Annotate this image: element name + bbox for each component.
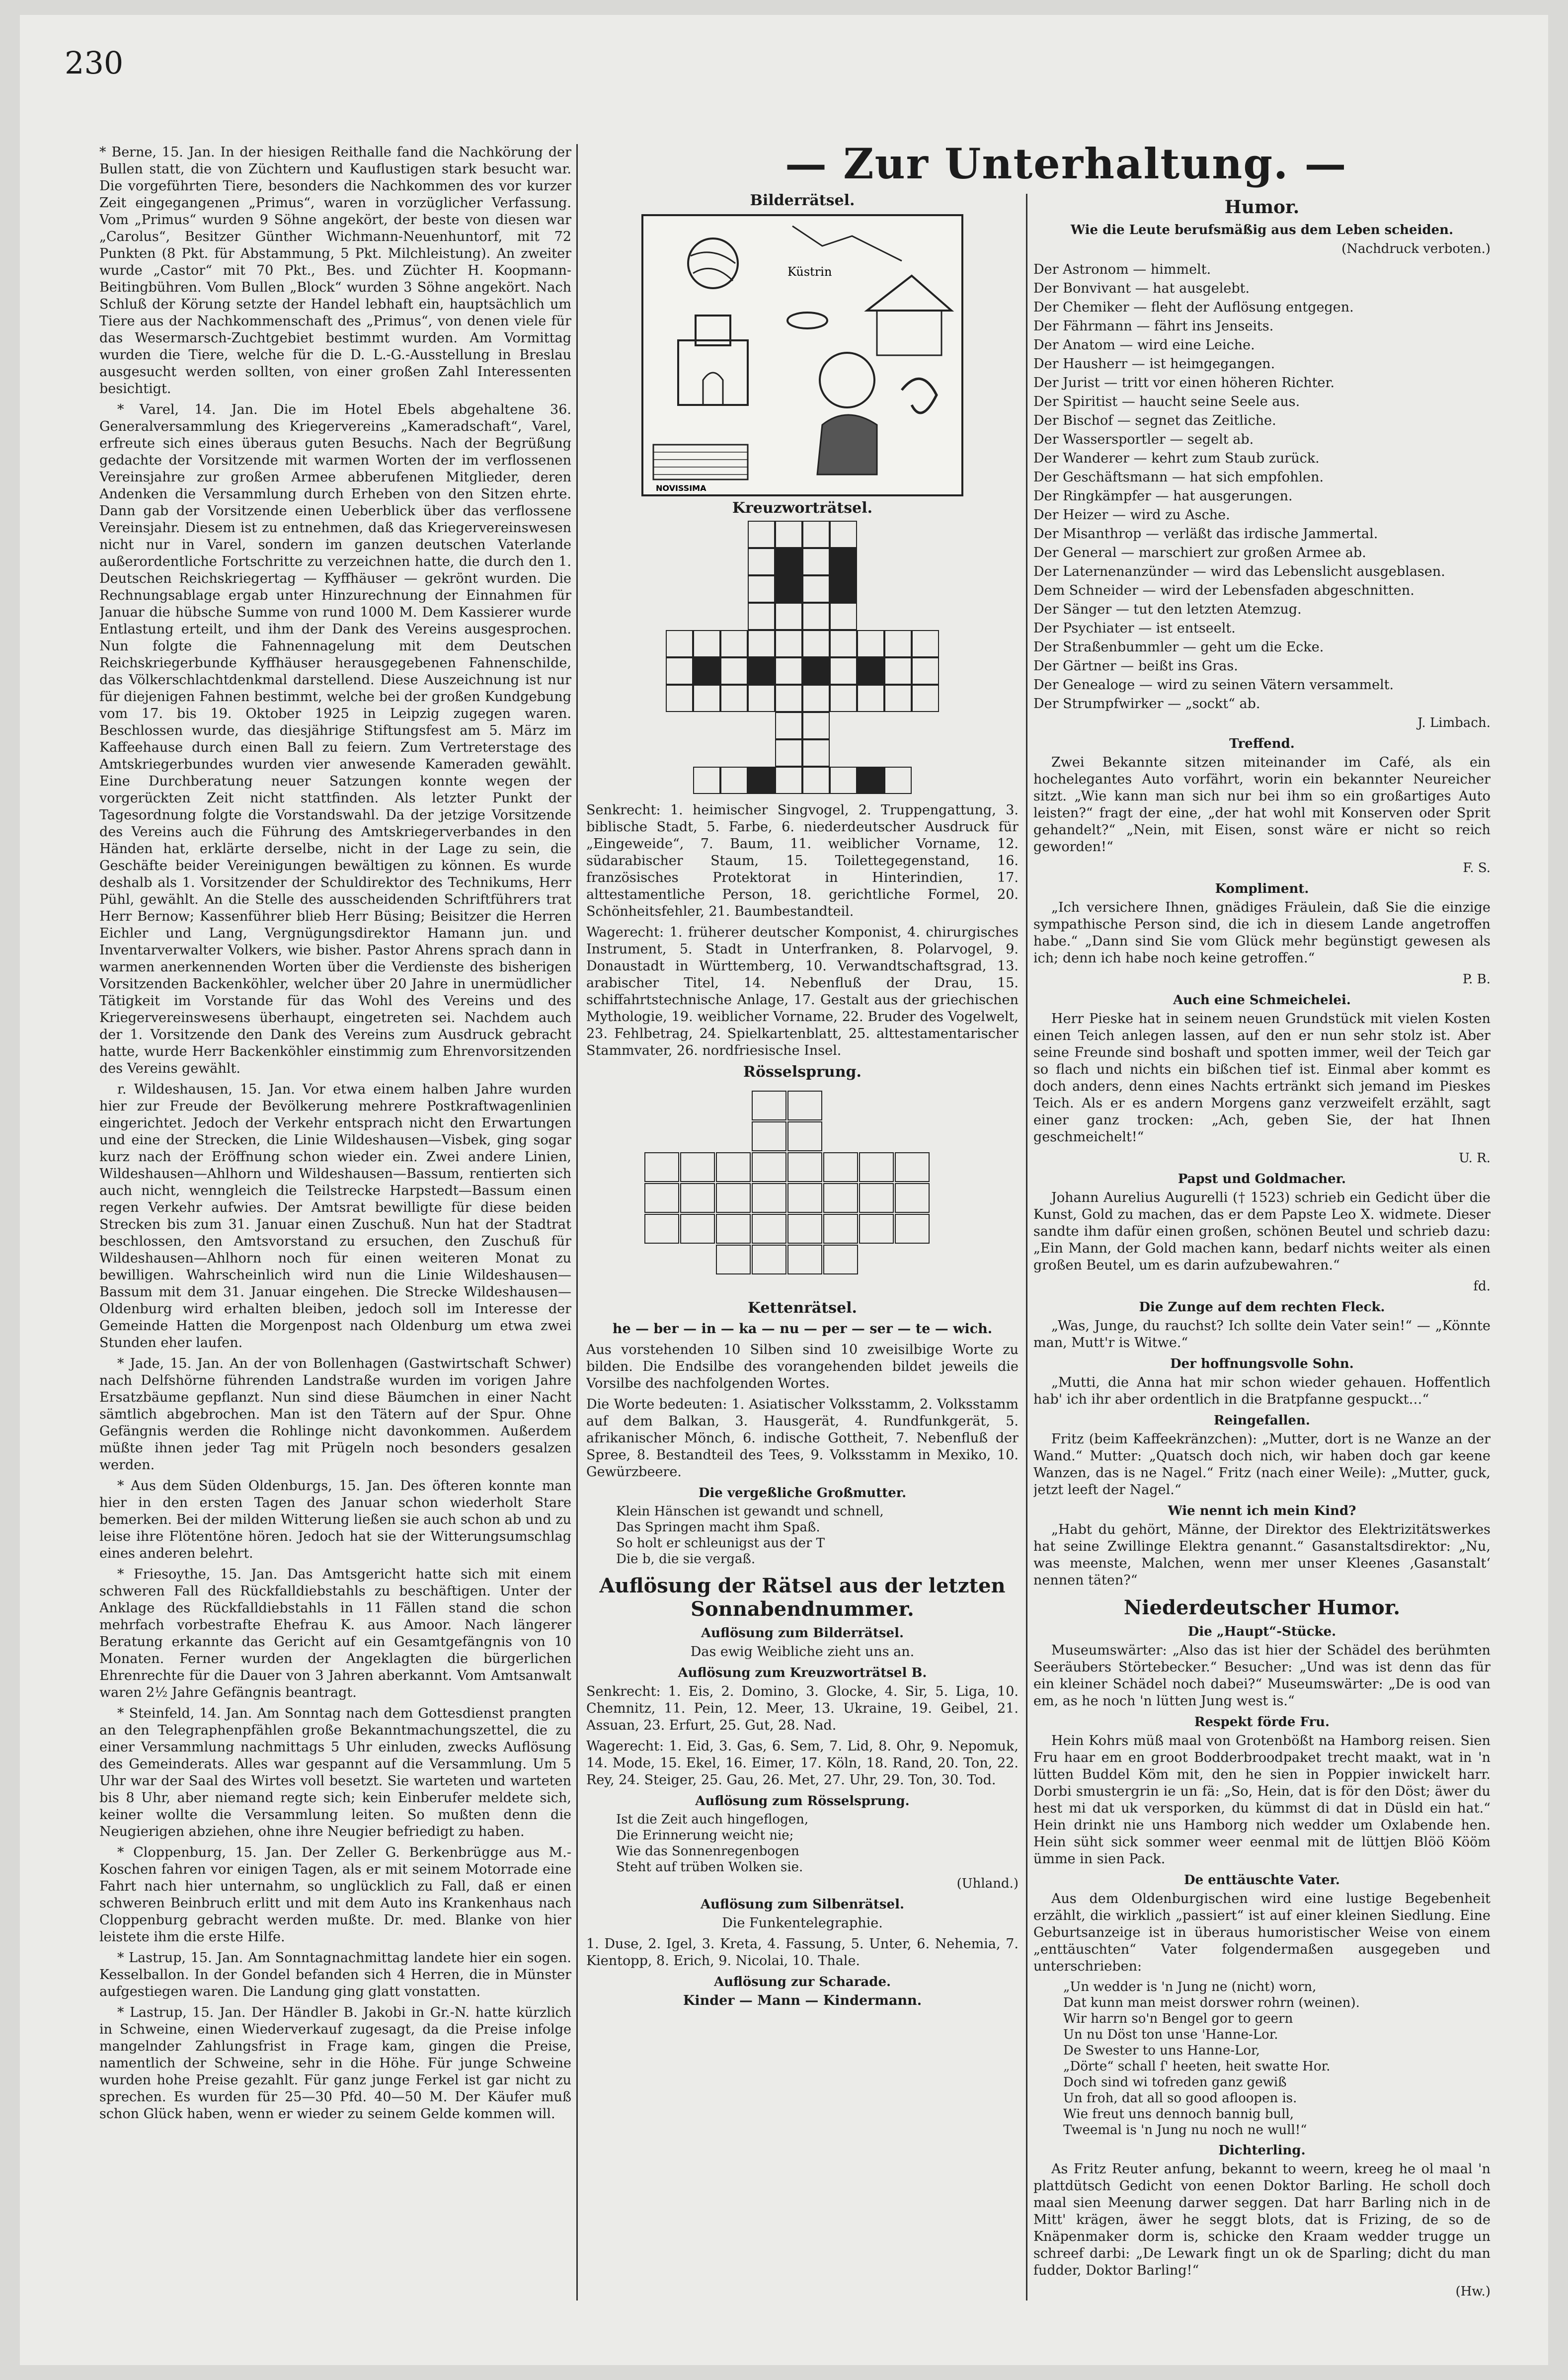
joke-papst: Johann Aurelius Augurelli († 1523) schrieb ein Gedicht über die Kunst, Gold zu machen, das er dem Papste Leo X. widmete. Dieser sandte ihm dafür einen großen, schönen Beutel und schrieb dazu: „Ein Mann, der Gold machen kann, bedarf nichts weiter als einen großen Beutel, um es darin aufzubewahren.“ <box>1033 1190 1490 1273</box>
knight-move-cell <box>716 1214 751 1244</box>
knight-move-cell <box>752 1152 786 1182</box>
solution-crossword-down: Senkrecht: 1. Eis, 2. Domino, 3. Glocke, 4. Sir, 5. Liga, 10. Chemnitz, 11. Pein, 12. Meer, 13. Ukraine, 19. Geibel, 21. Assuan, 23. Erfurt, 25. Gut, 28. Nad. <box>586 1684 1019 1733</box>
humor-author: J. Limbach. <box>1417 715 1490 730</box>
knight-move-cell <box>752 1214 786 1244</box>
humor-line: Der Psychiater — ist entseelt. <box>1033 621 1236 636</box>
chain-puzzle-meanings: Die Worte bedeuten: 1. Asiatischer Volksstamm, 2. Volksstamm auf dem Balkan, 3. Hausgerät, 4. Rundfunkgerät, 5. afrikanischer Mönch, 6. indische Gottheit, 7. Nebenfluß der Spree, 8. Bestandteil des Tees, 9. Volksstamm in Mexiko, 10. Gewürzbeere. <box>586 1397 1019 1480</box>
knight-move-cell <box>895 1183 930 1213</box>
crossword-cell <box>775 685 802 712</box>
crossword-cell <box>802 575 830 603</box>
crossword-black-cell <box>857 767 884 794</box>
solution-crossword-across: Wagerecht: 1. Eid, 3. Gas, 6. Sem, 7. Lid, 8. Ohr, 9. Nepomuk, 14. Mode, 15. Ekel, 16. Eimer, 17. Köln, 18. Rand, 20. Ton, 22. Rey, 24. Steiger, 25. Gau, 26. Met, 27. Uhr, 29. Ton, 30. Tod. <box>586 1739 1019 1788</box>
article-jade: * Jade, 15. Jan. An der von Bollenhagen (Gastwirtschaft Schwer) nach Delfshörne führenden Landstraße wurden im vorigen Jahre Ersatzbäume gepflanzt. Nun sind diese Bäumchen in einer Nacht sämtlich abgebrochen. Man ist den Tätern auf der Spur. Ohne Gefängnis werden die Rohlinge nicht davonkommen. Außerdem müßte ihnen jeder Tag mit Prügeln noch besonders gesalzen werden. <box>99 1356 571 1473</box>
crossword-cell <box>830 657 857 685</box>
crossword-cell <box>748 603 775 630</box>
joke-title-sohn: Der hoffnungsvolle Sohn. <box>1170 1356 1354 1371</box>
nd-poem-line: Tweemal is 'n Jung nu noch ne wull!“ <box>1063 2123 1307 2138</box>
nd-vater-poem <box>1033 1979 1490 2138</box>
solution-syllable-subtitle: Die Funkentelegraphie. <box>722 1915 883 1931</box>
nd-title-respekt: Respekt förde Fru. <box>1194 1715 1330 1730</box>
solution-picture-title: Auflösung zum Bilderrätsel. <box>701 1626 904 1641</box>
section-header: — Zur Unterhaltung. — <box>785 139 1347 188</box>
nd-poem-line: Wie freut uns dennoch bannig bull, <box>1063 2107 1294 2122</box>
crossword-cell <box>748 575 775 603</box>
humor-line: Der Wanderer — kehrt zum Staub zurück. <box>1033 451 1320 466</box>
knight-move-cell <box>644 1152 679 1182</box>
humor-line: Der Heizer — wird zu Asche. <box>1033 507 1230 523</box>
solution-syllable-title: Auflösung zum Silbenrätsel. <box>700 1897 905 1912</box>
left-column <box>99 144 571 2301</box>
crossword-black-cell <box>802 657 830 685</box>
crossword-cell <box>748 548 775 575</box>
solution-charade-text: Kinder — Mann — Kindermann. <box>683 1993 922 2008</box>
crossword-title: Kreuzworträtsel. <box>732 499 873 517</box>
nd-haupt: Museumswärter: „Also das ist hier der Schädel des berühmten Seeräubers Störtebecker.“ Besucher: „Und was ist denn das für ein kleiner Schädel noch dabei?“ Museumswärter: „De is ood van em, as he noch 'n lütten Jung west is.“ <box>1033 1643 1490 1709</box>
nd-poem-line: Doch sind wi tofreden ganz gewiß <box>1063 2075 1287 2090</box>
humor-line: Der Genealoge — wird zu seinen Vätern versammelt. <box>1033 677 1394 693</box>
humor-line: Der General — marschiert zur großen Armee ab. <box>1033 545 1366 560</box>
joke-kompliment: „Ich versichere Ihnen, gnädiges Fräulein, daß Sie die einzige sympathische Person sind, die ich in diesem Lande angetroffen habe.“ „Dann sind Sie vom Glück mehr begünstigt gewesen als ich; denn ich habe noch keine getroffen.“ <box>1033 900 1490 966</box>
solution-crossword-title: Auflösung zum Kreuzworträtsel B. <box>678 1666 927 1680</box>
joke-schmeichelei-author: U. R. <box>1459 1151 1490 1166</box>
humor-title: Humor. <box>1224 197 1300 218</box>
crossword-cell <box>802 739 830 767</box>
humor-line: Dem Schneider — wird der Lebensfaden abgeschnitten. <box>1033 583 1414 598</box>
knight-move-cell <box>823 1245 858 1274</box>
joke-kind: „Habt du gehört, Männe, der Direktor des Elektrizitätswerkes hat seine Zwillinge Elektra genannt.“ Gasanstaltsdirektor: „Nu, was meenste, Malchen, wenn mer unser Kleenes ‚Gasanstalt‘ nennen täten?“ <box>1033 1522 1490 1588</box>
crossword-cell <box>748 685 775 712</box>
humor-line: Der Fährmann — fährt ins Jenseits. <box>1033 318 1274 334</box>
humor-note: (Nachdruck verboten.) <box>1341 241 1490 256</box>
chain-puzzle-syllables: he — ber — in — ka — nu — per — ser — te — wich. <box>612 1321 993 1337</box>
crossword-cell <box>775 712 802 739</box>
article-sueden-oldenburgs: * Aus dem Süden Oldenburgs, 15. Jan. Des öfteren konnte man hier in den ersten Tagen des Januar schon wiederholt Stare bemerken. Bei der milden Witterung ließen sie auch schon ab und zu leise ihre Flötentöne hören. Jedoch hat sie der Witterungsumschlag eines anderen belehrt. <box>99 1478 571 1561</box>
crossword-cell <box>802 521 830 548</box>
solution-knight-line-3: Wie das Sonnenregenbogen <box>616 1844 799 1859</box>
picture-puzzle-drawing <box>643 216 961 494</box>
crossword-cell <box>830 521 857 548</box>
crossword-grid <box>638 521 966 799</box>
knight-move-cell <box>787 1245 822 1274</box>
middle-column <box>586 189 1019 2345</box>
crossword-cell <box>802 685 830 712</box>
crossword-cell <box>720 767 748 794</box>
article-lastrup-ballon: * Lastrup, 15. Jan. Am Sonntagnachmittag landete hier ein sogen. Kesselballon. In der Gondel befanden sich 4 Herren, die in Münster aufgestiegen waren. Die Landung ging glatt vonstatten. <box>99 1950 571 1999</box>
crossword-cell <box>720 657 748 685</box>
solution-picture-text: Das ewig Weibliche zieht uns an. <box>690 1644 915 1660</box>
knight-move-cell <box>752 1121 786 1151</box>
crossword-cell <box>830 685 857 712</box>
humor-line: Der Spiritist — haucht seine Seele aus. <box>1033 394 1300 409</box>
crossword-cell <box>802 712 830 739</box>
crossword-cell <box>830 603 857 630</box>
solution-syllable-text: 1. Duse, 2. Igel, 3. Kreta, 4. Fassung, 5. Unter, 6. Nehemia, 7. Kientopp, 8. Erich, 9. Nicolai, 10. Thale. <box>586 1936 1019 1969</box>
knight-move-cell <box>787 1091 822 1120</box>
crossword-cell <box>884 657 912 685</box>
knight-move-cell <box>644 1183 679 1213</box>
nd-title-haupt: Die „Haupt“-Stücke. <box>1187 1624 1336 1639</box>
crossword-cell <box>857 685 884 712</box>
crossword-cell <box>775 630 802 657</box>
knight-move-cell <box>895 1152 930 1182</box>
humor-subtitle: Wie die Leute berufsmäßig aus dem Leben scheiden. <box>1070 223 1454 238</box>
knight-move-cell <box>823 1183 858 1213</box>
knight-move-cell <box>752 1091 786 1120</box>
nd-poem-line: Wir harrn so'n Bengel gor to geern <box>1063 2011 1293 2026</box>
humor-line: Der Misanthrop — verläßt das irdische Jammertal. <box>1033 526 1378 542</box>
nd-dichterling-author: (Hw.) <box>1455 2284 1490 2299</box>
joke-reingefallen: Fritz (beim Kaffeekränzchen): „Mutter, dort is ne Wanze an der Wand.“ Mutter: „Quatsch doch nich, wir haben doch gar keene Wanzen, das is ne Nagel.“ Fritz (nach einer Weile): „Mutter, guck, jetzt leeft der Nagel.“ <box>1033 1431 1490 1498</box>
joke-treffend: Zwei Bekannte sitzen miteinander im Café, als ein hochelegantes Auto vorfährt, worin ein bekannter Neureicher sitzt. „Wie kann man sich nur bei ihm so ein großartiges Auto leisten?“ fragt der eine, „der hat wohl mit Konserven oder Sprit gehandelt?“ „Nein, mit Eisen, sonst wäre er nicht so reich geworden!“ <box>1033 755 1490 855</box>
nd-title-vater: De enttäuschte Vater. <box>1184 1873 1340 1888</box>
knight-move-cell <box>644 1214 679 1244</box>
humor-line: Der Ringkämpfer — hat ausgerungen. <box>1033 488 1293 504</box>
nd-respekt: Hein Kohrs müß maal von Grotenbößt na Hamborg reisen. Sien Fru haar em en groot Bodderbroodpaket trecht maakt, wat in 'n lütten Buddel Köm mit, den he sien in Poppier inwickelt harr. Dorbi smustergrin ie un fä: „So, Hein, dat is för den Döst; äwer du hest mi dat uk versporken, du kümmst di dat in Düsld ein hat.“ Hein drinkt nie uns Hamborg nich wedder um Oxlabende hen. Hein süht sick sommer weer eenmal mit de lüttjen Blöö Kööm ümme in sien Pack. <box>1033 1733 1490 1867</box>
crossword-black-cell <box>748 767 775 794</box>
humor-line: Der Strumpfwirker — „sockt“ ab. <box>1033 696 1260 712</box>
solutions-title: Auflösung der Rätsel aus der letzten Sonnabendnummer. <box>599 1574 1006 1621</box>
knight-move-cell <box>895 1214 930 1244</box>
joke-title-zunge: Die Zunge auf dem rechten Fleck. <box>1139 1300 1385 1315</box>
article-lastrup-haendler: * Lastrup, 15. Jan. Der Händler B. Jakobi in Gr.-N. hatte kürzlich in Schweine, einen Wiederverkauf zugesagt, da die Preise infolge mangelnder Zahlungsfrist in Frage kam, gingen die Preise, namentlich der Schweine, sehr in die Höhe. Für junge Schweine wurden hohe Preise gezahlt. Für ganz junge Ferkel ist gar nicht zu sprechen. Es wurden für 25—30 Pfd. 40—50 M. Der Käufer muß schon Glück haben, wenn er wieder zu seinem Gelde kommen will. <box>99 2005 571 2122</box>
crossword-black-cell <box>775 575 802 603</box>
grandmother-line-2: Das Springen macht ihm Spaß. <box>616 1520 820 1535</box>
crossword-cell <box>666 630 693 657</box>
article-varel: * Varel, 14. Jan. Die im Hotel Ebels abgehaltene 36. Generalversammlung des Kriegervereins „Kameradschaft“, Varel, erfreute sich eines überaus guten Besuchs. Nach der Begrüßung gedachte der Vorsitzende mit warmen Worten der im verflossenen Vereinsjahre zur großen Armee abberufenen Mitglieder, deren Andenken die Versammlung durch Erheben von den Sitzen ehrte. Dann gab der Vorsitzende einen Ueberblick über das verflossene Vereinsjahr. Diesem ist zu entnehmen, daß das Kriegervereinswesen nicht nur in Varel, sondern im ganzen deutschen Vaterlande außerordentliche Fortschritte zu verzeichnen hatte, die durch den 1. Deutschen Reichskriegertag — Kyffhäuser — gekrönt wurden. Die Rechnungsablage ergab unter Hinzurechnung der Einnahmen für Januar die hübsche Summe von rund 1000 M. Dem Kassierer wurde Entlastung erteilt, und ihm der Dank des Vereins ausgesprochen. Nun folgte die Fahnennagelung mit dem Deutschen Reichskriegerbunde Kyffhäuser herausgegebenen Fahnenschilde, das Völkerschlachtdenkmal darstellend. Diese Auszeichnung ist nur für diejenigen Fahnen bestimmt, welche bei der großen Kundgebung vom 17. bis 19. Oktober 1925 in Leipzig zugegen waren. Beschlossen wurde, das diesjährige Stiftungsfest am 5. März im Kaffeehause durch einen Ball zu feiern. Zum Vertreterstage des Amtskriegerbundes wurden vier anwesende Kameraden gewählt. Eine Durchberatung neuer Satzungen konnte wegen der vorgerückten Zeit nicht stattfinden. Als letzter Punkt der Tagesordnung folgte die Vorstandswahl. Da der jetzige Vorsitzende des Vereins auch die Führung des Amtskriegerverbandes in den Händen hat, erklärte derselbe, nicht in der Lage zu sein, die Geschäfte beider Vereinigungen bewältigen zu können. Es wurde deshalb als 1. Vorsitzender der Schuldirektor des Technikums, Herr Pühl, gewählt. An die Stelle des ausscheidenden Schriftführers trat Herr Bernow; Kassenführer blieb Herr Büsing; Beisitzer die Herren Eichler und Lang, Vergnügungsdirektor Hamann jun. und Inventarverwalter Volkers, wie bisher. Pastor Ahrens sprach dann in warmen anerkennenden Worten über die Verdienste des bisherigen Vorsitzenden Backenköhler, welcher über 20 Jahre in unermüdlicher Tätigkeit im Vorstande für das Wohl des Vereins und des Kriegervereinswesens überhaupt, eingetreten sei. Nachdem auch der 1. Vorsitzende den Dank des Vereins zum Ausdruck gebracht hatte, wurde Herr Backenköhler einstimmig zum Ehrenvorsitzenden des Vereins gewählt. <box>99 402 571 1076</box>
knight-move-cell <box>787 1152 822 1182</box>
crossword-cell <box>802 603 830 630</box>
crossword-clues-across: Wagerecht: 1. früherer deutscher Komponist, 4. chirurgisches Instrument, 5. Stadt in Unterfranken, 8. Polarvogel, 9. Donaustadt in Württemberg, 10. Verwandtschaftsgrad, 13. arabischer Titel, 14. Nebenfluß der Drau, 15. schiffahrtstechnische Anlage, 17. Gestalt aus der griechischen Mythologie, 19. weiblicher Vorname, 22. Bruder des Vogelwelt, 23. Fehlbetrag, 24. Spielkartenblatt, 25. alttestamentarischer Stammvater, 26. nordfriesische Insel. <box>586 925 1019 1058</box>
knight-move-cell <box>787 1183 822 1213</box>
crossword-cell <box>802 630 830 657</box>
nd-poem-line: „Dörte“ schall ſ' heeten, heit swatte Hor. <box>1063 2059 1331 2074</box>
nd-poem-line: „Un wedder is 'n Jung ne (nicht) worn, <box>1063 1980 1317 1994</box>
nd-poem-line: Un nu Döst ton unse 'Hanne-Lor. <box>1063 2027 1278 2042</box>
crossword-cell <box>830 767 857 794</box>
knight-move-cell <box>752 1183 786 1213</box>
crossword-cell <box>912 630 939 657</box>
crossword-cell <box>748 521 775 548</box>
crossword-black-cell <box>857 657 884 685</box>
grandmother-line-3: So holt er schleunigst aus der T <box>616 1536 825 1551</box>
joke-title-schmeichelei: Auch eine Schmeichelei. <box>1173 993 1351 1008</box>
nd-dichterling: As Fritz Reuter anfung, bekannt to weern, kreeg he ol maal 'n plattdütsch Gedicht von eenen Doktor Barling. He scholl doch maal sien Meenung darwer seggen. Dat harr Barling nich in de Mitt' krägen, äwer he seggt blots, dat is Frizing, de so de Knäpenmaker dorm is, schicke den Kraam wedder trugge un schreef darbi: „De Lewark fingt un ok de Sparling; dicht du man fudder, Doktor Barling!“ <box>1033 2161 1490 2278</box>
article-cloppenburg: * Cloppenburg, 15. Jan. Der Zeller G. Berkenbrügge aus M.-Koschen fahren vor einigen Tagen, als er mit seinem Motorrade eine Fahrt nach hier unternahm, so unglücklich zu Fall, daß er einen schweren Beinbruch erlitt und mit dem Auto ins Krankenhaus nach Cloppenburg gebracht werden mußte. Dr. med. Blanke von hier leistete ihm die erste Hilfe. <box>99 1845 571 1945</box>
crossword-cell <box>775 657 802 685</box>
crossword-cell <box>857 630 884 657</box>
right-column <box>1033 194 1490 2350</box>
crossword-cell <box>666 685 693 712</box>
humor-line: Der Gärtner — beißt ins Gras. <box>1033 658 1238 674</box>
crossword-cell <box>775 603 802 630</box>
knight-move-cell <box>716 1152 751 1182</box>
solution-knight-line-2: Die Erinnerung weicht nie; <box>616 1828 794 1843</box>
crossword-black-cell <box>830 548 857 575</box>
solution-charade-title: Auflösung zur Scharade. <box>713 1975 891 1989</box>
grandmother-line-4: Die b, die sie vergaß. <box>616 1552 756 1567</box>
crossword-cell <box>666 657 693 685</box>
humor-line: Der Hausherr — ist heimgegangen. <box>1033 356 1275 372</box>
article-wildeshausen: r. Wildeshausen, 15. Jan. Vor etwa einem halben Jahre wurden hier zur Freude der Bevölkerung mehrere Postkraftwagenlinien eingerichtet. Jedoch der Verkehr entsprach nicht den Erwartungen und eine der Strecken, die Linie Wildeshausen—Visbek, ging sogar kurz nach der Eröffnung schon wieder ein. Zwei andere Linien, Wildeshausen—Ahlhorn und Wildeshausen—Bassum, rentierten sich auch nicht, wenngleich die Teilstrecke Harpstedt—Bassum einen regen Verkehr aufwies. Der Amtsrat bewilligte für diese beiden Strecken bis zum 31. Januar einen Zuschuß. Nun hat der Stadtrat beschlossen, den Amtsvorstand zu ersuchen, den Zuschuß für Wildeshausen—Ahlhorn noch für einen weiteren Monat zu bewilligen. Wahrscheinlich wird nun die Linie Wildeshausen—Bassum mit dem 31. Januar eingehen. Die Strecke Wildeshausen—Oldenburg wird erhalten bleiben, jedoch soll im Interesse der Gemeinde Hatten die Morgenpost nach Oldenburg um etwa zwei Stunden eher laufen. <box>99 1082 571 1350</box>
joke-papst-author: fd. <box>1473 1279 1490 1294</box>
crossword-cell <box>693 767 720 794</box>
solution-knight-title: Auflösung zum Rösselsprung. <box>695 1794 910 1809</box>
humor-line: Der Geschäftsmann — hat sich empfohlen. <box>1033 470 1324 485</box>
crossword-cell <box>884 685 912 712</box>
joke-kompliment-author: P. B. <box>1462 972 1490 987</box>
crossword-cell <box>775 521 802 548</box>
humor-line: Der Astronom — himmelt. <box>1033 262 1211 277</box>
article-steinfeld: * Steinfeld, 14. Jan. Am Sonntag nach dem Gottesdienst prangten an den Telegraphenpfählen große Bekanntmachungszettel, die zu einer Versammlung nachmittags 5 Uhr einluden, zwecks Auflösung des Gemeinderats. Alles war gespannt auf die Versammlung. Um 5 Uhr war der Saal des Wirtes voll besetzt. Sie warteten und warteten bis 8 Uhr, aber niemand regte sich; kein Einberufer meldete sich, keiner wollte die Versammlung leiten. So mußten denn die Neugierigen abziehen, ohne ihre Neugier befriedigt zu haben. <box>99 1706 571 1839</box>
newspaper-page <box>20 15 1548 2365</box>
knight-move-title: Rösselsprung. <box>743 1063 862 1081</box>
picture-city-label: Küstrin <box>787 265 832 279</box>
picture-puzzle-image <box>641 214 963 496</box>
chain-puzzle-text: Aus vorstehenden 10 Silben sind 10 zweisilbige Worte zu bilden. Die Endsilbe des vorangehenden bildet jeweils die Vorsilbe des nachfolgenden Wortes. <box>586 1342 1019 1391</box>
joke-title-reingefallen: Reingefallen. <box>1214 1413 1310 1428</box>
crossword-clues-down: Senkrecht: 1. heimischer Singvogel, 2. Truppengattung, 3. biblische Stadt, 5. Farbe, 6. niederdeutscher Ausdruck für „Eingeweide“, 7. Baum, 11. weiblicher Vorname, 12. südarabischer Staum, 15. Toilettegegenstand, 16. französisches Protektorat in Hinterindien, 17. alttestamentliche Person, 18. gerichtliche Formel, 20. Schönheitsfehler, 21. Baumbestandteil. <box>586 802 1019 919</box>
nd-vater: Aus dem Oldenburgischen wird eine lustige Begebenheit erzählt, die wirklich „passiert“ ist auf einer kleinen Siedlung. Eine Geburtsanzeige ist in überaus humoristischer Weise von einem „enttäuschten“ Vater folgendermaßen ausgegeben und unterschrieben: <box>1033 1891 1490 1974</box>
nd-poem-line: Un froh, dat all so good afloopen is. <box>1063 2091 1297 2106</box>
chain-puzzle-title: Kettenrätsel. <box>747 1299 858 1317</box>
solution-knight-line-4: Steht auf trüben Wolken sie. <box>616 1860 803 1875</box>
crossword-cell <box>775 767 802 794</box>
crossword-cell <box>912 657 939 685</box>
knight-move-cell <box>823 1152 858 1182</box>
crossword-black-cell <box>693 657 720 685</box>
article-berne: * Berne, 15. Jan. In der hiesigen Reithalle fand die Nachkörung der Bullen statt, die von Züchtern und Kauflustigen stark besucht war. Die vorgeführten Tiere, besonders die Nachkommen des vor kurzer Zeit eingegangenen „Primus“, waren in vorzüglicher Verfassung. Vom „Primus“ wurden 9 Söhne angekört, der beste von diesen war „Carolus“, Besitzer Günther Wichmann-Neuenhuntorf, mit 72 Punkten (8 Pkt. für Abstammung, 5 Pkt. Milchleistung). An zweiter wurde „Castor“ mit 70 Pkt., Bes. und Züchter H. Koopmann-Beitingbühren. Vom Bullen „Block“ wurden 3 Söhne angekört. Nach Schluß der Körung setzte der Handel lebhaft ein, hauptsächlich um Tiere aus der Nachkommenschaft des „Primus“, von denen viele für das Wesermarsch-Zuchtgebiet bestimmt wurden. Am Vormittag wurden die Tiere, welche für die D. L.-G.-Ausstellung in Breslau ausgesucht werden sollten, von einer großen Zahl Interessenten besichtigt. <box>99 145 571 397</box>
crossword-cell <box>830 630 857 657</box>
knight-move-cell <box>752 1245 786 1274</box>
knight-move-cell <box>823 1214 858 1244</box>
crossword-cell <box>720 685 748 712</box>
joke-treffend-author: F. S. <box>1463 861 1490 875</box>
page-number: 230 <box>65 45 124 81</box>
low-german-humor-title: Niederdeutscher Humor. <box>1123 1596 1401 1619</box>
humor-line: Der Bonvivant — hat ausgelebt. <box>1033 281 1250 296</box>
joke-schmeichelei: Herr Pieske hat in seinem neuen Grundstück mit vielen Kosten einen Teich anlegen lassen, auf den er nun sehr stolz ist. Aber seine Freunde sind boshaft und spotten immer, weil der Teich gar so flach und nichts ein bißchen tief ist. Einmal aber kommt es doch anders, denn eines Nachts ertränkt sich jemand im Pieskes Teich. Als er es andern Morgens ganz verzweifelt erzählt, sagt einer ganz trocken: „Ach, geben Sie, der hat Ihnen geschmeichelt!“ <box>1033 1011 1490 1145</box>
knight-move-grid <box>628 1086 976 1294</box>
picture-brand-label: NOVISSIMA <box>656 483 706 493</box>
knight-move-cell <box>859 1152 894 1182</box>
crossword-cell <box>884 630 912 657</box>
crossword-cell <box>802 548 830 575</box>
nd-title-dichterling: Dichterling. <box>1218 2143 1306 2158</box>
joke-title-kind: Wie nennt ich mein Kind? <box>1168 1504 1356 1518</box>
knight-move-cell <box>716 1245 751 1274</box>
knight-move-cell <box>680 1183 715 1213</box>
crossword-black-cell <box>775 548 802 575</box>
crossword-cell <box>748 630 775 657</box>
crossword-cell <box>693 685 720 712</box>
humor-line: Der Bischof — segnet das Zeitliche. <box>1033 413 1276 428</box>
grandmother-line-1: Klein Hänschen ist gewandt und schnell, <box>616 1504 884 1519</box>
joke-title-treffend: Treffend. <box>1229 736 1295 751</box>
crossword-black-cell <box>830 575 857 603</box>
solution-knight-author: (Uhland.) <box>956 1876 1019 1891</box>
humor-line: Der Anatom — wird eine Leiche. <box>1033 337 1255 353</box>
humor-line: Der Jurist — tritt vor einen höheren Richter. <box>1033 375 1335 391</box>
nd-poem-line: De Swester to uns Hanne-Lor, <box>1063 2043 1260 2058</box>
knight-move-cell <box>859 1183 894 1213</box>
crossword-cell <box>884 767 912 794</box>
crossword-cell <box>720 630 748 657</box>
crossword-cell <box>802 767 830 794</box>
humor-line: Der Wassersportler — segelt ab. <box>1033 432 1254 447</box>
knight-move-cell <box>859 1214 894 1244</box>
knight-move-cell <box>716 1183 751 1213</box>
humor-line: Der Chemiker — fleht der Auflösung entgegen. <box>1033 300 1354 315</box>
knight-move-cell <box>787 1214 822 1244</box>
article-friesoythe: * Friesoythe, 15. Jan. Das Amtsgericht hatte sich mit einem schweren Fall des Rückfalldiebstahls zu beschäftigen. Unter der Anklage des Rückfalldiebstahls in 11 Fällen stand die schon mehrfach vorbestrafte Ehefrau K. aus Amoor. Nach längerer Beratung erkannte das Gericht auf ein Gesamtgefängnis von 10 Monaten. Ferner wurden der Angeklagten die bürgerlichen Ehrenrechte für die Dauer von 3 Jahren aberkannt. Vom Amtsanwalt waren 2½ Jahre Gefängnis beantragt. <box>99 1567 571 1700</box>
humor-line: Der Straßenbummler — geht um die Ecke. <box>1033 639 1324 655</box>
joke-zunge: „Was, Junge, du rauchst? Ich sollte dein Vater sein!“ — „Könnte man, Mutt'r is Witwe.“ <box>1033 1318 1490 1350</box>
crossword-black-cell <box>748 657 775 685</box>
grandmother-puzzle-title: Die vergeßliche Großmutter. <box>698 1486 907 1501</box>
joke-sohn: „Mutti, die Anna hat mir schon wieder gehauen. Hoffentlich hab' ich ihr aber ordentlich in die Bratpfanne gespuckt…“ <box>1033 1375 1490 1407</box>
column-rule-right <box>1026 194 1027 2301</box>
solution-knight-line-1: Ist die Zeit auch hingeflogen, <box>616 1812 809 1827</box>
knight-move-cell <box>680 1214 715 1244</box>
knight-move-cell <box>787 1121 822 1151</box>
crossword-cell <box>775 739 802 767</box>
joke-title-kompliment: Kompliment. <box>1215 881 1309 896</box>
nd-poem-line: Dat kunn man meist dorswer rohrn (weinen). <box>1063 1995 1360 2010</box>
joke-title-papst: Papst und Goldmacher. <box>1177 1172 1346 1187</box>
picture-puzzle-title: Bilderrätsel. <box>750 192 855 209</box>
crossword-cell <box>912 685 939 712</box>
humor-line: Der Laternenanzünder — wird das Lebenslicht ausgeblasen. <box>1033 564 1445 579</box>
humor-line: Der Sänger — tut den letzten Atemzug. <box>1033 602 1302 617</box>
crossword-cell <box>693 630 720 657</box>
column-rule-left <box>576 144 578 2301</box>
knight-move-cell <box>680 1152 715 1182</box>
humor-list <box>1033 261 1490 713</box>
